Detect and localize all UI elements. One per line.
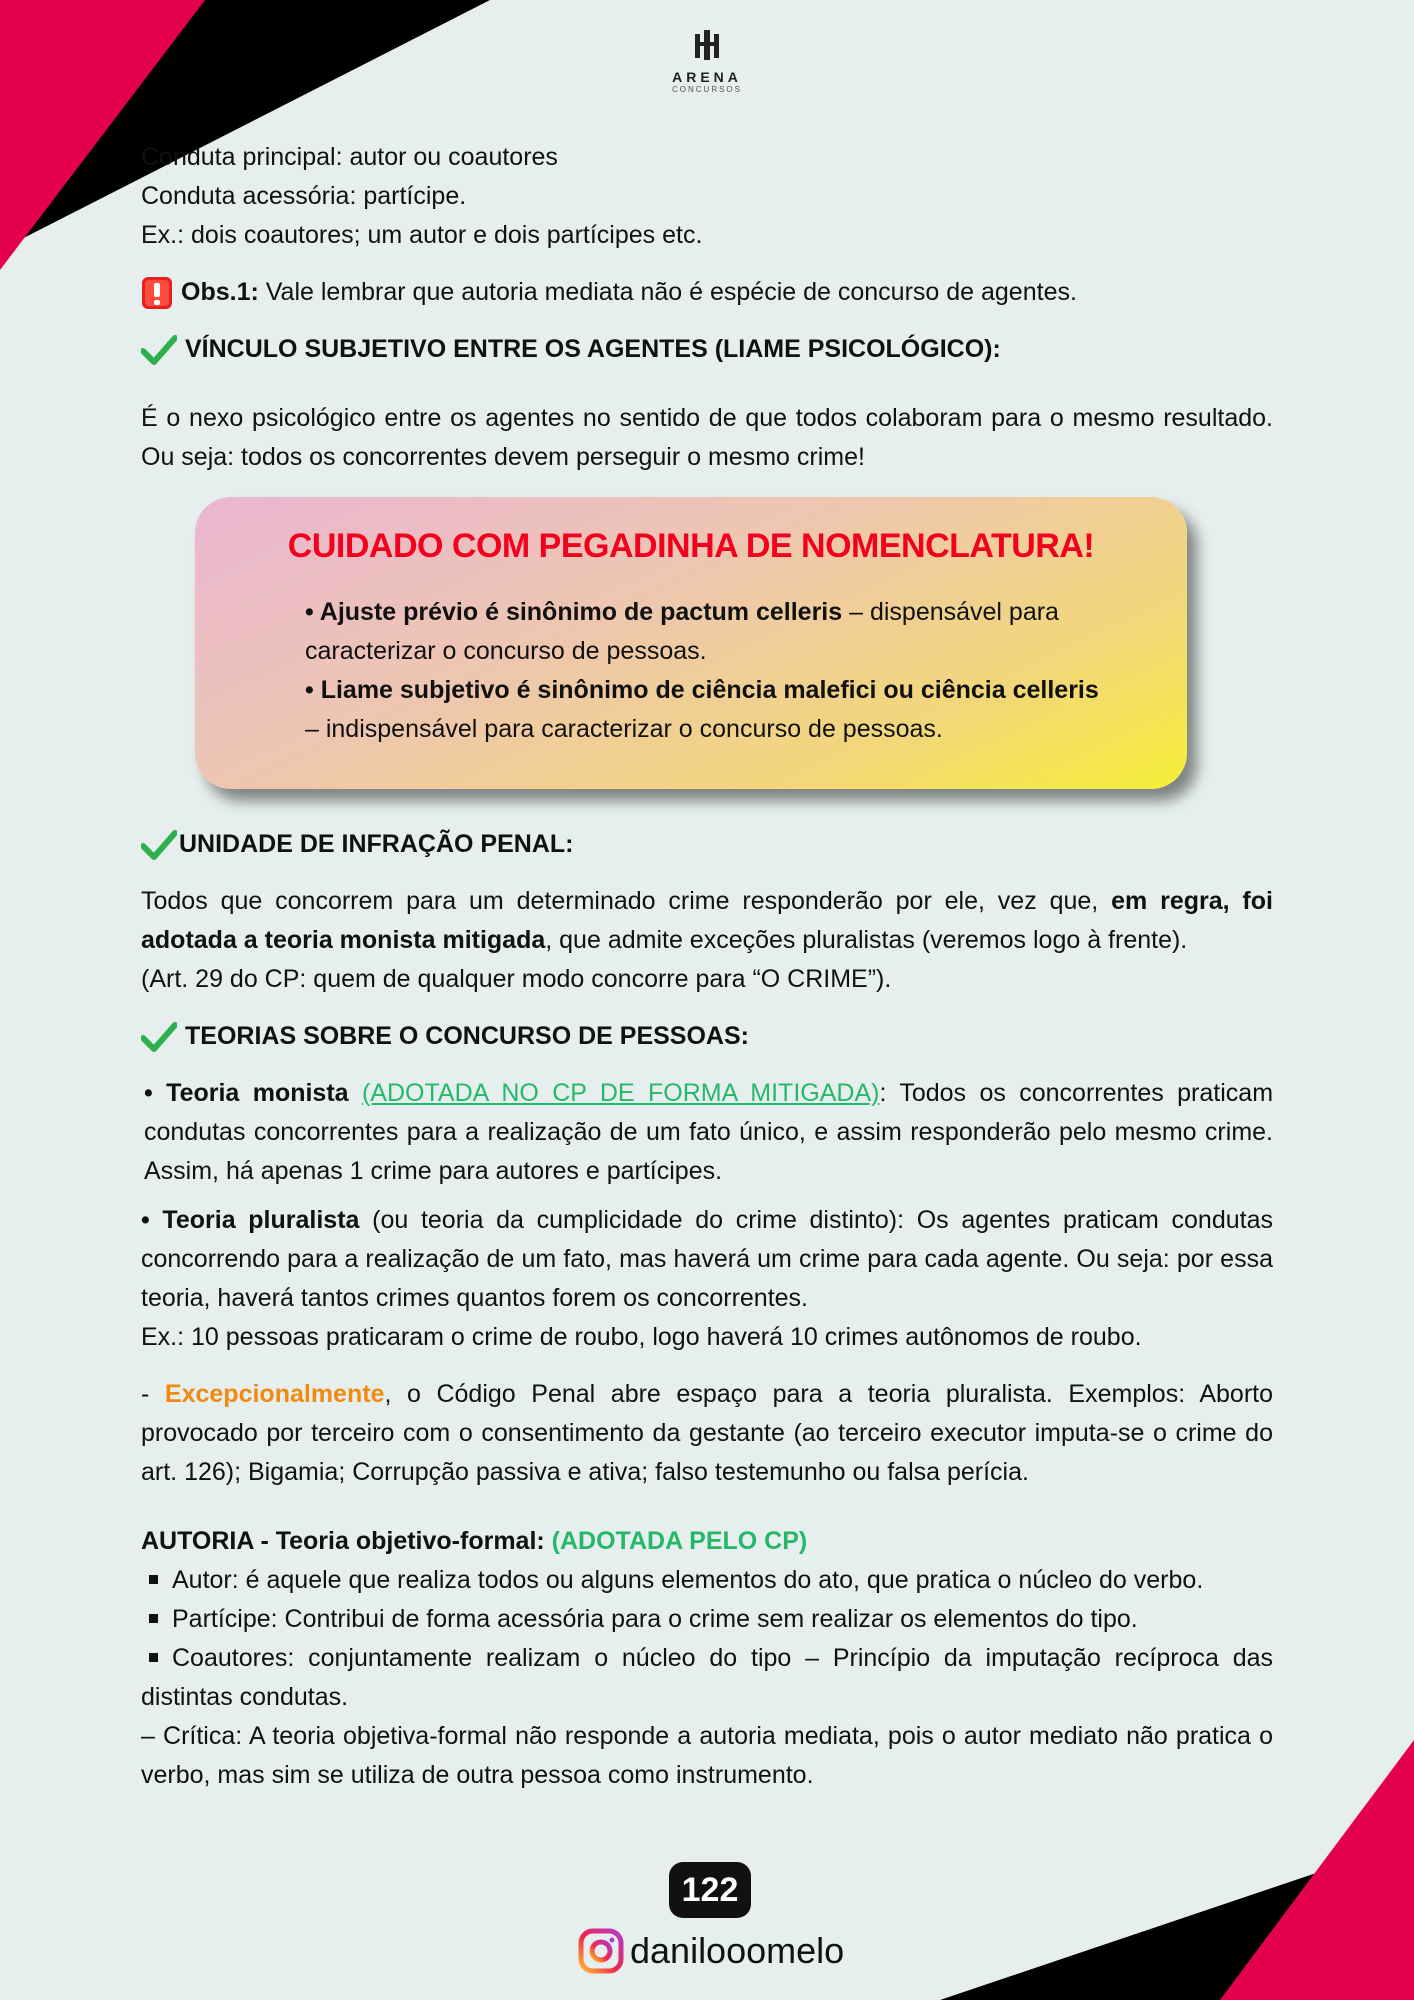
intro-line: Ex.: dois coautores; um autor e dois partícipes etc. [141, 221, 703, 249]
callout-item-bold: • Liame subjetivo é sinônimo de ciência malefici ou ciência celleris [305, 676, 1099, 704]
brand-logo [660, 28, 754, 94]
instagram-icon [578, 1928, 624, 1974]
autoria-coautores: Coautores: conjuntamente realizam o núcleo do tipo – Princípio da imputação recíproca das distintas condutas. [141, 1644, 1273, 1711]
autoria-heading [141, 1522, 1273, 1561]
teoria-pluralista [141, 1201, 1273, 1318]
callout-body [305, 593, 1105, 749]
excepcionalmente-text [141, 1375, 1273, 1492]
square-bullet-icon [149, 1575, 158, 1584]
teoria-monista-title: Teoria monista [166, 1079, 349, 1107]
check-icon [141, 1021, 177, 1053]
obs-text: Vale lembrar que autoria mediata não é espécie de concurso de agentes. [258, 278, 1077, 306]
heading-text: TEORIAS SOBRE O CONCURSO DE PESSOAS: [185, 1022, 749, 1050]
instagram-handle[interactable] [578, 1928, 844, 1974]
brand-sub: CONCURSOS [671, 85, 742, 94]
instagram-username: danilooomelo [630, 1930, 845, 1971]
teoria-pluralista-example: Ex.: 10 pessoas praticaram o crime de roubo, logo haverá 10 crimes autônomos de roubo. [141, 1323, 1142, 1351]
autoria-item [141, 1639, 1273, 1717]
intro-line: Conduta acessória: partícipe. [141, 182, 467, 210]
autoria-item [141, 1561, 1273, 1600]
section-heading-teorias [141, 1017, 1273, 1056]
callout-title: CUIDADO COM PEGADINHA DE NOMENCLATURA! [287, 527, 1095, 565]
autoria-heading-text: AUTORIA - Teoria objetivo-formal: [141, 1527, 552, 1555]
check-icon [141, 829, 177, 861]
brand-name: ARENA [672, 69, 742, 85]
warning-callout [195, 497, 1187, 789]
section-heading-vinculo [141, 330, 1273, 369]
unidade-text-pre: Todos que concorrem para um determinado crime responderão por ele, vez que, [141, 887, 1112, 915]
intro-line: Conduta principal: autor ou coautores [141, 143, 558, 171]
teoria-pluralista-title: • Teoria pluralista [141, 1206, 360, 1234]
alert-icon [141, 276, 173, 310]
excepcionalmente-label: Excepcionalmente [164, 1380, 385, 1408]
callout-item-bold: • Ajuste prévio é sinônimo de pactum celleris [305, 598, 843, 626]
check-icon [141, 334, 177, 366]
autoria-heading-adotada: (ADOTADA PELO CP) [551, 1527, 808, 1555]
vinculo-text: É o nexo psicológico entre os agentes no sentido de que todos colaboram para o mesmo resultado. Ou seja: todos os concorrentes devem perseguir o mesmo crime! [141, 404, 1273, 471]
arena-logo-icon [692, 28, 722, 62]
teoria-pluralista-text: (ou teoria da cumplicidade do crime distinto): Os agentes praticam condutas concorrendo para a realização de um fato, mas haverá um crime para cada agente. Ou seja: por essa teoria, haverá tantos crimes quantos forem os concorrentes. [141, 1206, 1273, 1312]
callout-item [305, 671, 1105, 749]
obs-label: Obs.1: [181, 278, 259, 306]
unidade-text-post: , que admite exceções pluralistas (veremos logo à frente). [545, 926, 1188, 954]
unidade-text-bold: em regra, foi adotada a teoria monista mitigada [141, 887, 1273, 954]
page-number: 122 [669, 1862, 751, 1918]
autoria-participe: Partícipe: Contribui de forma acessória para o crime sem realizar os elementos do tipo. [172, 1605, 1138, 1633]
callout-item-text: – dispensável para caracterizar o concurso de pessoas. [305, 598, 1059, 665]
excepcionalmente-body: , o Código Penal abre espaço para a teoria pluralista. Exemplos: Aborto provocado por terceiro com o consentimento da gestante (ao terceiro executor imputa-se o crime do art. 126); Bigamia; Corrupção passiva e ativa; falso testemunho ou falsa perícia. [141, 1380, 1274, 1486]
teoria-monista-adotada: (ADOTADA NO CP DE FORMA MITIGADA) [361, 1079, 880, 1107]
dash: - [141, 1380, 165, 1408]
autoria-critica: – Crítica: A teoria objetiva-formal não responde a autoria mediata, pois o autor mediato não pratica o verbo, mas sim se utiliza de outra pessoa como instrumento. [141, 1722, 1273, 1789]
autoria-item [141, 1600, 1273, 1639]
bullet: • [144, 1079, 167, 1107]
callout-item [305, 593, 1105, 671]
square-bullet-icon [149, 1653, 158, 1662]
obs-note [141, 273, 1273, 312]
unidade-art: (Art. 29 do CP: quem de qualquer modo concorre para “O CRIME”). [141, 965, 892, 993]
page-content [141, 138, 1273, 1795]
square-bullet-icon [149, 1614, 158, 1623]
heading-text: VÍNCULO SUBJETIVO ENTRE OS AGENTES (LIAME PSICOLÓGICO): [185, 335, 1001, 363]
callout-item-text: – indispensável para caracterizar o concurso de pessoas. [305, 715, 943, 743]
heading-text: UNIDADE DE INFRAÇÃO PENAL: [179, 830, 574, 858]
unidade-text [141, 882, 1273, 960]
teoria-monista-text: : Todos os concorrentes praticam condutas concorrentes para a realização de um fato único, e assim responderão pelo mesmo crime. Assim, há apenas 1 crime para autores e partícipes. [144, 1079, 1274, 1185]
autoria-autor: Autor: é aquele que realiza todos ou alguns elementos do ato, que pratica o núcleo do verbo. [172, 1566, 1204, 1594]
teoria-monista [141, 1074, 1273, 1191]
section-heading-unidade [141, 825, 1273, 864]
